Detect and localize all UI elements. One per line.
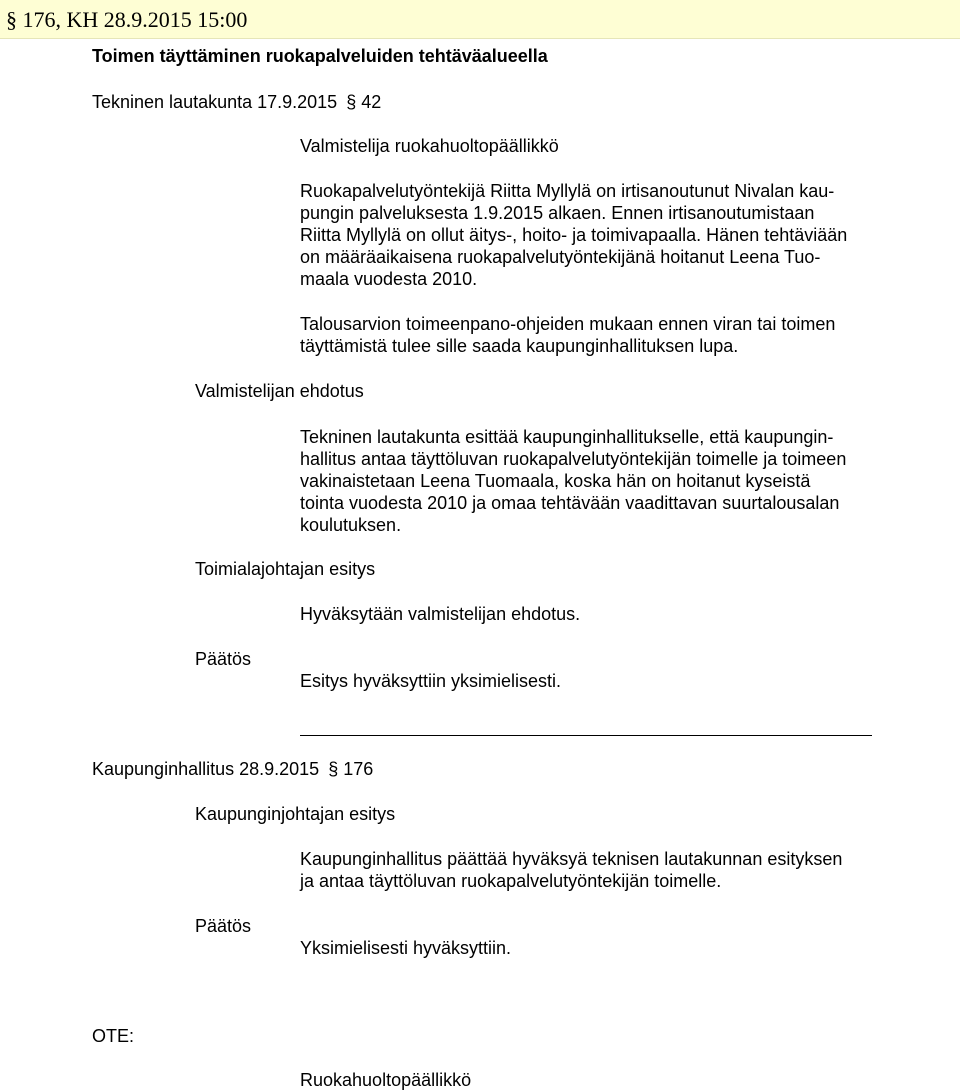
extract-recipient: Ruokahuoltopäällikkö	[300, 1070, 472, 1090]
preparer-label: Valmistelija ruokahuoltopäällikkö	[300, 136, 559, 156]
board-section-number: § 176	[328, 759, 374, 779]
director-proposal-label: Toimialajohtajan esitys	[195, 559, 376, 579]
paragraph-line: Talousarvion toimeenpano-ohjeiden mukaan ennen viran tai toimen	[300, 314, 836, 334]
mayor-proposal-paragraph	[300, 848, 890, 892]
extract-label: OTE:	[92, 1026, 135, 1046]
paragraph-line: pungin palveluksesta 1.9.2015 alkaen. Ennen irtisanoutumistaan	[300, 203, 815, 223]
budget-guideline-paragraph	[300, 313, 890, 357]
background-paragraph	[300, 180, 890, 290]
minutes-header-bar	[0, 0, 960, 39]
paragraph-line: maala vuodesta 2010.	[300, 269, 478, 289]
paragraph-line: Tekninen lautakunta esittää kaupunginhallitukselle, että kaupungin-	[300, 427, 834, 447]
board-decision-text: Yksimielisesti hyväksyttiin.	[300, 938, 512, 958]
paragraph-line: Riitta Myllylä on ollut äitys-, hoito- ja toimivapaalla. Hänen tehtäviään	[300, 225, 848, 245]
paragraph-line: Ruokapalvelutyöntekijä Riitta Myllylä on irtisanoutunut Nivalan kau-	[300, 181, 835, 201]
director-proposal-text: Hyväksytään valmistelijan ehdotus.	[300, 604, 581, 624]
committee-label: Tekninen lautakunta 17.9.2015	[92, 92, 338, 112]
board-reference	[92, 758, 373, 780]
section-divider-line	[300, 735, 872, 736]
committee-reference	[92, 91, 381, 113]
agenda-item-heading: Toimen täyttäminen ruokapalveluiden tehtäväalueella	[92, 46, 548, 66]
committee-section-number: § 42	[346, 92, 382, 112]
preparer-proposal-paragraph	[300, 426, 890, 536]
board-decision-label: Päätös	[195, 916, 252, 936]
board-label: Kaupunginhallitus 28.9.2015	[92, 759, 320, 779]
paragraph-line: täyttämistä tulee sille saada kaupunginhallituksen lupa.	[300, 336, 739, 356]
mayor-proposal-label: Kaupunginjohtajan esitys	[195, 804, 396, 824]
decision-text: Esitys hyväksyttiin yksimielisesti.	[300, 671, 562, 691]
paragraph-line: vakinaistetaan Leena Tuomaala, koska hän on hoitanut kyseistä	[300, 471, 811, 491]
paragraph-line: ja antaa täyttöluvan ruokapalvelutyöntekijän toimelle.	[300, 871, 722, 891]
section-header-title: § 176, KH 28.9.2015 15:00	[6, 7, 248, 32]
decision-label: Päätös	[195, 649, 252, 669]
paragraph-line: Kaupunginhallitus päättää hyväksyä teknisen lautakunnan esityksen	[300, 849, 843, 869]
preparer-proposal-label: Valmistelijan ehdotus	[195, 381, 364, 401]
paragraph-line: on määräaikaisena ruokapalvelutyöntekijänä hoitanut Leena Tuo-	[300, 247, 821, 267]
paragraph-line: koulutuksen.	[300, 515, 402, 535]
paragraph-line: tointa vuodesta 2010 ja omaa tehtävään vaadittavan suurtalousalan	[300, 493, 840, 513]
paragraph-line: hallitus antaa täyttöluvan ruokapalvelutyöntekijän toimelle ja toimeen	[300, 449, 847, 469]
